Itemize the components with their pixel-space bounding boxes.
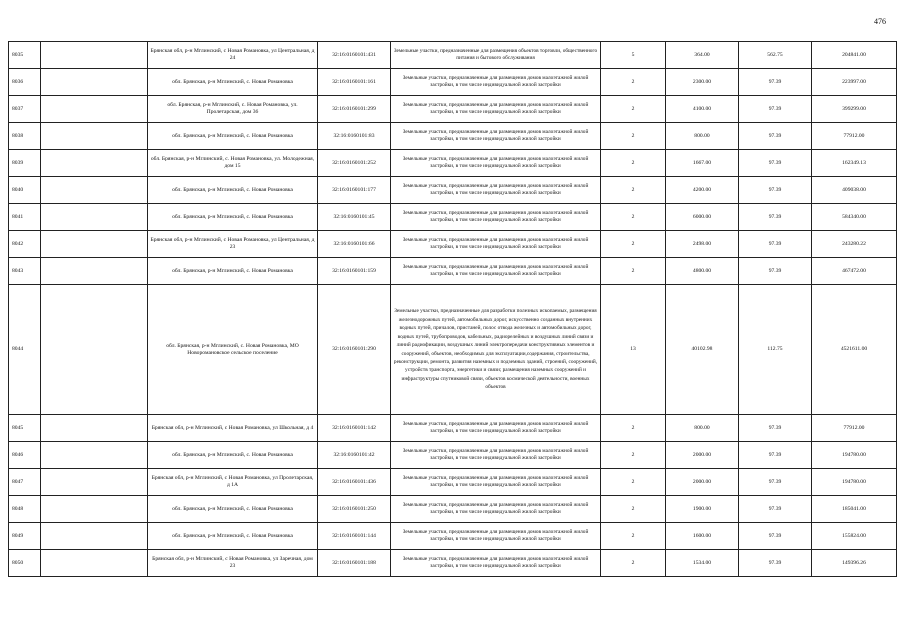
row-address: обл. Брянская, р-н Мглинский, с. Новая Романовка xyxy=(148,177,318,204)
row-use-group: 2 xyxy=(601,496,666,523)
row-specific-value: 97.39 xyxy=(739,69,812,96)
row-specific-value: 97.39 xyxy=(739,177,812,204)
row-area: 364.00 xyxy=(666,42,739,69)
row-area: 2000.00 xyxy=(666,469,739,496)
row-zone xyxy=(41,123,148,150)
row-number: 8044 xyxy=(9,285,41,415)
row-cadastral-value: 243280.22 xyxy=(812,231,897,258)
row-specific-value: 97.39 xyxy=(739,123,812,150)
row-cadastral-value: 77912.00 xyxy=(812,415,897,442)
page-number: 476 xyxy=(874,17,886,26)
row-cadastral-value: 194780.00 xyxy=(812,442,897,469)
row-cadastral-number: 32:16:0160101:436 xyxy=(318,469,391,496)
table-row xyxy=(9,415,897,442)
row-number: 8043 xyxy=(9,258,41,285)
row-cadastral-value: 149396.26 xyxy=(812,550,897,577)
row-land-use: Земельные участки, предназначенные для размещения домов малоэтажной жилой застройки, в том числе индивидуальной жилой застройки xyxy=(391,523,601,550)
row-land-use: Земельные участки, предназначенные для размещения домов малоэтажной жилой застройки, в том числе индивидуальной жилой застройки xyxy=(391,550,601,577)
row-specific-value: 97.39 xyxy=(739,96,812,123)
table-row xyxy=(9,42,897,69)
table-row xyxy=(9,523,897,550)
row-land-use: Земельные участки, предназначенные для размещения домов малоэтажной жилой застройки, в том числе индивидуальной жилой застройки xyxy=(391,442,601,469)
row-zone xyxy=(41,523,148,550)
row-area: 800.00 xyxy=(666,123,739,150)
row-number: 8049 xyxy=(9,523,41,550)
table-row xyxy=(9,96,897,123)
row-specific-value: 97.39 xyxy=(739,231,812,258)
row-number: 8037 xyxy=(9,96,41,123)
row-land-use: Земельные участки, предназначенные для размещения объектов торговли, общественного питания и бытового обслуживания xyxy=(391,42,601,69)
cadastral-value-table xyxy=(8,41,897,577)
row-specific-value: 97.39 xyxy=(739,469,812,496)
row-cadastral-number: 32:16:0160101:161 xyxy=(318,69,391,96)
row-cadastral-value: 409038.00 xyxy=(812,177,897,204)
row-land-use: Земельные участки, предназначенные для размещения домов малоэтажной жилой застройки, в том числе индивидуальной жилой застройки xyxy=(391,231,601,258)
row-address: Брянская обл, р-н Мглинский, с Новая Романовка, ул Заречная, дом 23 xyxy=(148,550,318,577)
row-zone xyxy=(41,204,148,231)
row-cadastral-number: 32:16:0160101:177 xyxy=(318,177,391,204)
table-row xyxy=(9,469,897,496)
row-zone xyxy=(41,285,148,415)
row-cadastral-number: 32:16:0160101:431 xyxy=(318,42,391,69)
row-use-group: 2 xyxy=(601,442,666,469)
table-row xyxy=(9,550,897,577)
row-cadastral-number: 32:16:0160101:42 xyxy=(318,442,391,469)
row-specific-value: 97.39 xyxy=(739,523,812,550)
row-cadastral-number: 32:16:0160101:142 xyxy=(318,415,391,442)
row-area: 1667.00 xyxy=(666,150,739,177)
table-row xyxy=(9,177,897,204)
row-area: 4100.00 xyxy=(666,96,739,123)
row-cadastral-value: 467472.00 xyxy=(812,258,897,285)
row-number: 8036 xyxy=(9,69,41,96)
row-land-use: Земельные участки, предназначенные для размещения домов малоэтажной жилой застройки, в том числе индивидуальной жилой застройки xyxy=(391,150,601,177)
row-use-group: 2 xyxy=(601,258,666,285)
row-land-use: Земельные участки, предназначенные для размещения домов малоэтажной жилой застройки, в том числе индивидуальной жилой застройки xyxy=(391,69,601,96)
row-area: 2000.00 xyxy=(666,442,739,469)
row-specific-value: 97.39 xyxy=(739,496,812,523)
row-specific-value: 97.39 xyxy=(739,415,812,442)
row-zone xyxy=(41,177,148,204)
row-land-use: Земельные участки, предназначенные для размещения домов малоэтажной жилой застройки, в том числе индивидуальной жилой застройки xyxy=(391,123,601,150)
row-number: 8047 xyxy=(9,469,41,496)
row-number: 8041 xyxy=(9,204,41,231)
row-cadastral-number: 32:16:0160101:83 xyxy=(318,123,391,150)
row-land-use: Земельные участки, предназначенные для размещения домов малоэтажной жилой застройки, в том числе индивидуальной жилой застройки xyxy=(391,258,601,285)
row-cadastral-value: 77912.00 xyxy=(812,123,897,150)
row-cadastral-number: 32:16:0160101:299 xyxy=(318,96,391,123)
table-row xyxy=(9,204,897,231)
row-zone xyxy=(41,469,148,496)
row-number: 8046 xyxy=(9,442,41,469)
row-address: Брянская обл, р-н Мглинский, с Новая Романовка, ул Центральная, д 24 xyxy=(148,42,318,69)
row-land-use: Земельные участки, предназначенные для размещения домов малоэтажной жилой застройки, в том числе индивидуальной жилой застройки xyxy=(391,204,601,231)
row-use-group: 2 xyxy=(601,550,666,577)
row-use-group: 2 xyxy=(601,415,666,442)
row-land-use: Земельные участки, предназначенные для размещения домов малоэтажной жилой застройки, в том числе индивидуальной жилой застройки xyxy=(391,415,601,442)
row-address: Брянская обл, р-н Мглинский, с Новая Романовка, ул Пролетарская, д 1А xyxy=(148,469,318,496)
row-use-group: 2 xyxy=(601,177,666,204)
row-number: 8048 xyxy=(9,496,41,523)
row-area: 1534.00 xyxy=(666,550,739,577)
table-row xyxy=(9,231,897,258)
table-row xyxy=(9,258,897,285)
row-area: 1600.00 xyxy=(666,523,739,550)
row-cadastral-number: 32:16:0160101:66 xyxy=(318,231,391,258)
row-specific-value: 97.39 xyxy=(739,150,812,177)
table-row xyxy=(9,496,897,523)
row-number: 8038 xyxy=(9,123,41,150)
table-row xyxy=(9,69,897,96)
row-cadastral-number: 32:16:0160101:45 xyxy=(318,204,391,231)
row-use-group: 2 xyxy=(601,123,666,150)
row-cadastral-value: 194780.00 xyxy=(812,469,897,496)
row-number: 8042 xyxy=(9,231,41,258)
row-zone xyxy=(41,150,148,177)
row-zone xyxy=(41,231,148,258)
row-cadastral-number: 32:16:0160101:144 xyxy=(318,523,391,550)
row-zone xyxy=(41,258,148,285)
row-land-use: Земельные участки, предназначенные для размещения домов малоэтажной жилой застройки, в том числе индивидуальной жилой застройки xyxy=(391,96,601,123)
row-address: обл. Брянская, р-н Мглинский, с. Новая Романовка, ул. Молодежная, дом 15 xyxy=(148,150,318,177)
table-row xyxy=(9,442,897,469)
row-area: 2300.00 xyxy=(666,69,739,96)
row-cadastral-value: 4521611.00 xyxy=(812,285,897,415)
row-use-group: 2 xyxy=(601,231,666,258)
row-zone xyxy=(41,550,148,577)
row-specific-value: 562.75 xyxy=(739,42,812,69)
row-cadastral-value: 162349.13 xyxy=(812,150,897,177)
row-area: 6000.00 xyxy=(666,204,739,231)
row-area: 4800.00 xyxy=(666,258,739,285)
row-use-group: 2 xyxy=(601,150,666,177)
row-zone xyxy=(41,69,148,96)
row-area: 2498.00 xyxy=(666,231,739,258)
row-address: обл. Брянская, р-н Мглинский, с. Новая Романовка xyxy=(148,69,318,96)
row-cadastral-number: 32:16:0160101:250 xyxy=(318,496,391,523)
row-specific-value: 97.39 xyxy=(739,258,812,285)
row-use-group: 2 xyxy=(601,523,666,550)
row-address: обл. Брянская, р-н Мглинский, с. Новая Романовка, МО Новоромановское сельское поселение xyxy=(148,285,318,415)
row-number: 8045 xyxy=(9,415,41,442)
row-number: 8039 xyxy=(9,150,41,177)
table-body xyxy=(9,42,897,577)
row-cadastral-number: 32:16:0160101:159 xyxy=(318,258,391,285)
row-cadastral-value: 584340.00 xyxy=(812,204,897,231)
row-cadastral-value: 223997.00 xyxy=(812,69,897,96)
row-area: 1900.00 xyxy=(666,496,739,523)
row-cadastral-number: 32:16:0160101:188 xyxy=(318,550,391,577)
row-land-use: Земельные участки, предназначенные для размещения домов малоэтажной жилой застройки, в том числе индивидуальной жилой застройки xyxy=(391,496,601,523)
row-number: 8040 xyxy=(9,177,41,204)
row-cadastral-value: 204841.00 xyxy=(812,42,897,69)
row-area: 800.00 xyxy=(666,415,739,442)
row-address: Брянская обл, р-н Мглинский, с Новая Романовка, ул Центральная, д 23 xyxy=(148,231,318,258)
table-row xyxy=(9,285,897,415)
row-zone xyxy=(41,415,148,442)
row-zone xyxy=(41,442,148,469)
row-address: обл. Брянская, р-н Мглинский, с. Новая Романовка xyxy=(148,204,318,231)
row-land-use: Земельные участки, предназначенные для размещения домов малоэтажной жилой застройки, в том числе индивидуальной жилой застройки xyxy=(391,469,601,496)
row-use-group: 5 xyxy=(601,42,666,69)
row-cadastral-value: 185041.00 xyxy=(812,496,897,523)
row-use-group: 2 xyxy=(601,204,666,231)
row-address: Брянская обл, р-н Мглинский, с Новая Романовка, ул Школьная, д 4 xyxy=(148,415,318,442)
row-zone xyxy=(41,496,148,523)
row-cadastral-value: 155824.00 xyxy=(812,523,897,550)
row-cadastral-number: 32:16:0160101:290 xyxy=(318,285,391,415)
row-use-group: 13 xyxy=(601,285,666,415)
row-use-group: 2 xyxy=(601,69,666,96)
row-specific-value: 97.39 xyxy=(739,550,812,577)
row-zone xyxy=(41,96,148,123)
row-address: обл. Брянская, р-н Мглинский, с. Новая Романовка xyxy=(148,523,318,550)
row-specific-value: 112.75 xyxy=(739,285,812,415)
row-zone xyxy=(41,42,148,69)
row-use-group: 2 xyxy=(601,96,666,123)
row-use-group: 2 xyxy=(601,469,666,496)
row-address: обл. Брянская, р-н Мглинский, с. Новая Романовка xyxy=(148,496,318,523)
row-specific-value: 97.39 xyxy=(739,442,812,469)
row-cadastral-value: 399299.00 xyxy=(812,96,897,123)
row-number: 8050 xyxy=(9,550,41,577)
row-number: 8035 xyxy=(9,42,41,69)
row-area: 40102.98 xyxy=(666,285,739,415)
row-area: 4200.00 xyxy=(666,177,739,204)
row-land-use: Земельные участки, предназначенные для разработки полезных ископаемых, размещения железнодорожных путей, автомобильных дорог, искусственно созданных внутренних водных путей, причалов, пристаней, полос отвода железных и автомобильных дорог, водных путей, трубопроводов, кабельных, радиорелейных и воздушных линий связи и линий радиофикации, воздушных линий электропередачи конструктивных элементов и сооружений, объектов, необходимых для эксплуатации,содержания, строительства, реконструкции, ремонта, развития наземных и подземных зданий, строений, сооружений, устройств транспорта, энергетики и связи; размещения наземных сооружений и инфраструктуры спутниковой связи, объектов космической деятельности, военных объектов xyxy=(391,285,601,415)
row-address: обл. Брянская, р-н Мглинский, с. Новая Романовка xyxy=(148,442,318,469)
table-row xyxy=(9,150,897,177)
row-address: обл. Брянская, р-н Мглинский, с. Новая Романовка xyxy=(148,123,318,150)
row-cadastral-number: 32:16:0160101:252 xyxy=(318,150,391,177)
table-row xyxy=(9,123,897,150)
row-address: обл. Брянская, р-н Мглинский, с. Новая Романовка xyxy=(148,258,318,285)
row-land-use: Земельные участки, предназначенные для размещения домов малоэтажной жилой застройки, в том числе индивидуальной жилой застройки xyxy=(391,177,601,204)
row-address: обл. Брянская, р-н Мглинский, с. Новая Романовка, ул. Пролетарская, дом 36 xyxy=(148,96,318,123)
row-specific-value: 97.39 xyxy=(739,204,812,231)
